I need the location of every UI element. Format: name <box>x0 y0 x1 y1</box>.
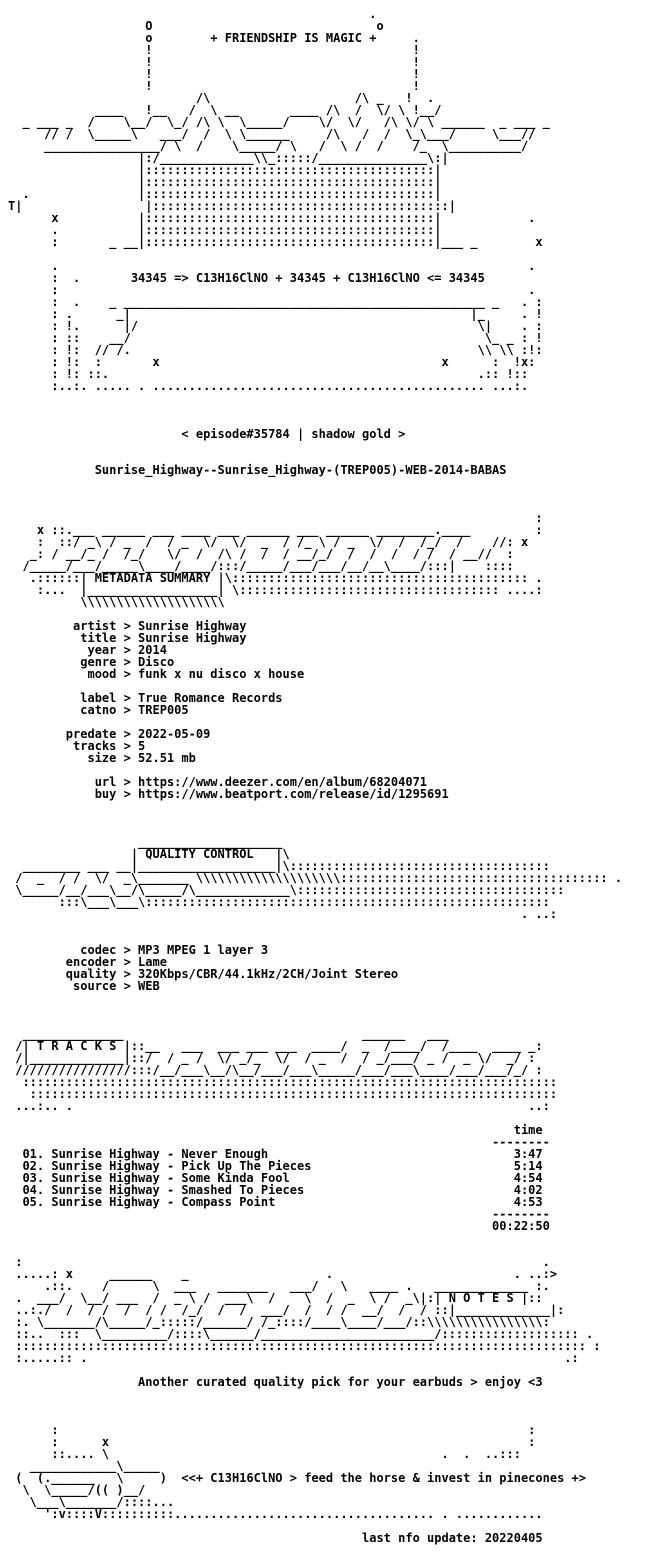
nfo-line: /| T R A C K S |::__ ___ ___ ___ ___ ____/ _ /____/ /____ ____ _: <box>8 1039 558 1053</box>
nfo-line: : :: __/ \_ _ : ! <box>8 331 558 345</box>
nfo-line: ...:.. . ..: <box>8 1099 558 1113</box>
nfo-line: : <box>8 511 558 525</box>
nfo-line: |::::::::::::::::::::::::::::::::::::::::| <box>8 163 558 177</box>
nfo-text-document <box>8 8 622 1544</box>
nfo-line: : . _| |_ . ! <box>8 307 558 321</box>
nfo-line: ____________\_____ <box>8 1459 558 1473</box>
nfo-line: ::.... \ . . ..::: <box>8 1447 543 1461</box>
nfo-line: 00:22:50 <box>8 1219 558 1233</box>
nfo-line: /|_____________|::/ / _ / \/ _/_ \/ / _ / / _/___/ _ / _ \/ _/ : <box>8 1051 550 1065</box>
nfo-line: encoder > Lame <box>8 955 558 969</box>
nfo-line: Sunrise_Highway--Sunrise_Highway-(TREP005)-WEB-2014-BABAS <box>8 463 558 477</box>
nfo-line: x ::.___ ______ ___ ____ ___ ______ ___ ______ ________.____ : <box>8 523 558 537</box>
nfo-line: \\\\\\\\\\\\\\\\\\\\ <box>8 595 543 609</box>
nfo-line: ______________ ______ ___ <box>8 1027 550 1041</box>
nfo-line: ____ !__ / \ __ ____ /\ / \/ \ !__/ <box>8 103 558 117</box>
nfo-line: / _ / / \/ _\_______ \\\\\\\\\\\\\\\\\\\\::::::::::::::::::::::::::::::::::::: . <box>8 871 623 885</box>
nfo-line: genre > Disco <box>8 655 558 669</box>
nfo-line: : !. |/ \| . : <box>8 319 558 333</box>
nfo-line: : !: : x x : !x: <box>8 355 550 369</box>
nfo-line: : . <box>8 1255 558 1269</box>
nfo-line: ________ ___ __|___________________|\:::::::::::::::::::::::::::::::::::: <box>8 859 558 873</box>
nfo-line: ! ! <box>8 43 558 57</box>
nfo-line: x |::::::::::::::::::::::::::::::::::::::::| . <box>8 211 558 225</box>
nfo-line: url > https://www.deezer.com/en/album/68204071 <box>8 775 558 789</box>
nfo-line: \_____/__/___\__/\_____/\_____________\::::::::::::::::::::::::::::::::::::: <box>8 883 579 897</box>
nfo-line: tracks > 5 <box>8 739 558 753</box>
nfo-line: mood > funk x nu disco x house <box>8 667 558 681</box>
nfo-line: ! ! <box>8 79 558 93</box>
nfo-line: ..:./ / / / / / / /_/ / / ___/ / / / __/ / / ::|_____________|: <box>8 1303 565 1317</box>
nfo-line: :..:. ..... . .............................................. ...:. <box>8 379 550 393</box>
nfo-line: time <box>8 1123 558 1137</box>
nfo-line: ( (.______ \ ) <<+ C13H16ClNO > feed the horse & invest in pinecones +> <box>8 1471 586 1485</box>
nfo-line: :::::::::::::::::::::::::::::::::::::::::::::::::::::::::::::::::::::::::: <box>8 1075 565 1089</box>
nfo-line: : . <box>8 283 558 297</box>
nfo-line: | QUALITY CONTROL |\ <box>8 847 558 861</box>
nfo-line: last nfo update: 20220405 <box>8 1531 558 1545</box>
nfo-line: artist > Sunrise Highway <box>8 619 558 633</box>
nfo-line: 01. Sunrise Highway - Never Enough 3:47 <box>8 1147 558 1161</box>
nfo-line: 04. Sunrise Highway - Smashed To Pieces 4:02 <box>8 1183 558 1197</box>
nfo-line: source > WEB <box>8 979 558 993</box>
nfo-line: -------- <box>8 1207 558 1221</box>
nfo-line: ':v::::V::::::::::.................................... . ............ <box>8 1507 558 1521</box>
nfo-line: predate > 2022-05-09 <box>8 727 558 741</box>
nfo-line: . ..: <box>8 907 565 921</box>
nfo-line: .....: x ______ _ . . ..:> <box>8 1267 558 1281</box>
nfo-line: ! ! <box>8 67 558 81</box>
nfo-line: _ ___ _ / \__/ \_/ /\ \ \_____/ \/ \/ /\ \/ \ ______ _ ___ _ <box>8 115 558 129</box>
nfo-line: \___\_______/::::... <box>8 1495 565 1509</box>
nfo-line: ! ! <box>8 55 558 69</box>
nfo-line: O o <box>8 19 558 33</box>
nfo-line: ::::::::::::::::::::::::::::::::::::::::::::::::::::::::::::::::::::::::::::::: : <box>8 1339 601 1353</box>
nfo-line: : x : <box>8 1435 558 1449</box>
nfo-line: :.....:: . .: <box>8 1351 579 1365</box>
nfo-line: // / \_____\ ___/ / \ \______ /\ / / \_\___/ \___// <box>8 127 543 141</box>
nfo-line: 02. Sunrise Highway - Pick Up The Pieces 5:14 <box>8 1159 558 1173</box>
nfo-line: ::.. ::: \_________/::::\______/________________________/::::::::::::::::::: . <box>8 1327 594 1341</box>
nfo-line: . ___/ \__/ ___ / _ \ / ___\ / \ / _ \ / _\|:| N O T E S |:: <box>8 1291 543 1305</box>
nfo-line: . |::::::::::::::::::::::::::::::::::::::::| <box>8 223 558 237</box>
nfo-line: catno > TREP005 <box>8 703 558 717</box>
nfo-line: T| |:::::::::::::::::::::::::::::::::::::::::| <box>8 199 558 213</box>
nfo-line: : _ __|::::::::::::::::::::::::::::::::::::::::|___ _ x <box>8 235 565 249</box>
nfo-line: :... |__________________| \:::::::::::::::::::::::::::::::::::: ....: <box>8 583 550 597</box>
nfo-line: :. \_______/\_____/_:::::/______/ /_::::/____\____/___/::\\\\\\\\\\\\\\\\: <box>8 1315 550 1329</box>
nfo-line: 03. Sunrise Highway - Some Kinda Fool 4:54 <box>8 1171 558 1185</box>
nfo-line: :::\___\___\:::::::::::::::::::::::::::::::::::::::::::::::::::::::: <box>8 895 558 909</box>
nfo-line: _: / __/_ / /_/ \/ / /\ / / / __/_/ / / / / / / __// : <box>8 547 529 561</box>
nfo-line: . . <box>8 259 558 273</box>
nfo-line: ________________/ \ / \_____/ \ / \ / / /_ \__________/ <box>8 139 550 153</box>
nfo-line: codec > MP3 MPEG 1 layer 3 <box>8 943 558 957</box>
nfo-line: label > True Romance Records <box>8 691 558 705</box>
nfo-line: : ::/ _\ / _ / / _ \/ \/ _ / /_ \ / _ \/ / /_/ / //: x <box>8 535 536 549</box>
nfo-line: ____________________ <box>8 835 558 849</box>
nfo-line: < episode#35784 | shadow gold > <box>8 427 558 441</box>
nfo-line: quality > 320Kbps/CBR/44.1kHz/2CH/Joint Stereo <box>8 967 558 981</box>
nfo-line: .::. / \ ___ _______ ___/ \ ____ . _____________ :. <box>8 1279 550 1293</box>
nfo-line: ::::::::::::::::::::::::::::::::::::::::::::::::::::::::::::::::::::::::: <box>8 1087 565 1101</box>
nfo-line: .::::::| METADATA SUMMARY |\::::::::::::::::::::::::::::::::::::::::: . <box>8 571 543 585</box>
nfo-line: Another curated quality pick for your earbuds > enjoy <3 <box>8 1375 558 1389</box>
nfo-line: : . 34345 => C13H16ClNO + 34345 + C13H16ClNO <= 34345 <box>8 271 558 285</box>
nfo-line: . <box>8 7 550 21</box>
nfo-line: . |::::::::::::::::::::::::::::::::::::::::| <box>8 187 558 201</box>
nfo-line: : !: ::. .:: !:: <box>8 367 558 381</box>
nfo-line: : . _ __________________________________________________ _ . : <box>8 295 558 309</box>
nfo-line: |::::::::::::::::::::::::::::::::::::::::| <box>8 175 558 189</box>
nfo-line: buy > https://www.beatport.com/release/id/1295691 <box>8 787 558 801</box>
nfo-line: /\ /\ _ ! . <box>8 91 558 105</box>
nfo-line: 05. Sunrise Highway - Compass Point 4:53 <box>8 1195 558 1209</box>
nfo-line: year > 2014 <box>8 643 558 657</box>
nfo-line: -------- <box>8 1135 558 1149</box>
nfo-line: |:/_____________\\_:::::/_______________\:| <box>8 151 558 165</box>
nfo-line: : !: // /. \\ \\ :!: <box>8 343 558 357</box>
nfo-line: \ \_____/(( )__/ <box>8 1483 558 1497</box>
nfo-line: o + FRIENDSHIP IS MAGIC + . <box>8 31 558 45</box>
nfo-line: : : <box>8 1423 558 1437</box>
nfo-line: ////////////////:::/__/___\__/\__/___/___\_____/___/___\____/___/___/_/ : <box>8 1063 558 1077</box>
nfo-line: title > Sunrise Highway <box>8 631 558 645</box>
nfo-line: size > 52.51 mb <box>8 751 558 765</box>
nfo-line: /_____/___/_____\____/____/:::/_____/___/___/__/__\____/:::| :::: <box>8 559 529 573</box>
